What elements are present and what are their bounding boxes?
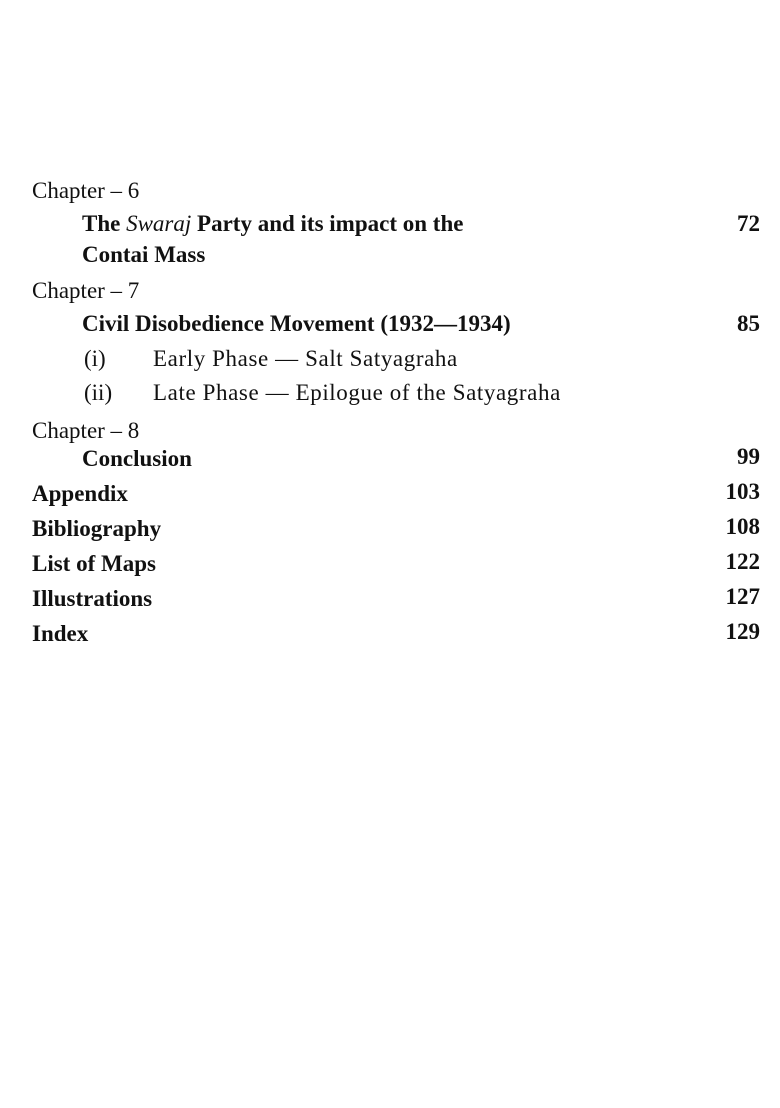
index-page: 129 <box>725 619 760 644</box>
chapter-8-title: Conclusion <box>82 446 192 471</box>
chapter-6-title <box>82 211 463 237</box>
sub-text: Late Phase — Epilogue of the Satyagraha <box>153 380 561 405</box>
bibliography-page: 108 <box>725 514 760 539</box>
chapter-6-title-line2: Contai Mass <box>82 242 206 267</box>
chapter-6-label: Chapter – 6 <box>32 178 140 203</box>
appendix-title: Appendix <box>32 481 128 506</box>
chapter-7-page: 85 <box>737 311 760 336</box>
title-italic: Swaraj <box>126 211 192 236</box>
sub-num: (i) <box>84 346 106 371</box>
illustrations-title: Illustrations <box>32 586 153 611</box>
sub-num: (ii) <box>84 380 113 405</box>
chapter-8-page: 99 <box>737 444 760 469</box>
appendix-page: 103 <box>725 479 760 504</box>
maps-page: 122 <box>725 549 760 574</box>
chapter-7-label: Chapter – 7 <box>32 278 140 303</box>
chapter-7-title: Civil Disobedience Movement (1932—1934) <box>82 311 511 336</box>
bibliography-title: Bibliography <box>32 516 162 541</box>
sub-text: Early Phase — Salt Satyagraha <box>153 346 458 371</box>
maps-title: List of Maps <box>32 551 156 576</box>
index-title: Index <box>32 621 89 646</box>
illustrations-page: 127 <box>725 584 760 609</box>
chapter-6-page: 72 <box>737 211 760 236</box>
title-part: The <box>82 211 127 236</box>
title-part: Party and its impact on the <box>191 211 464 236</box>
chapter-8-label: Chapter – 8 <box>32 418 140 443</box>
